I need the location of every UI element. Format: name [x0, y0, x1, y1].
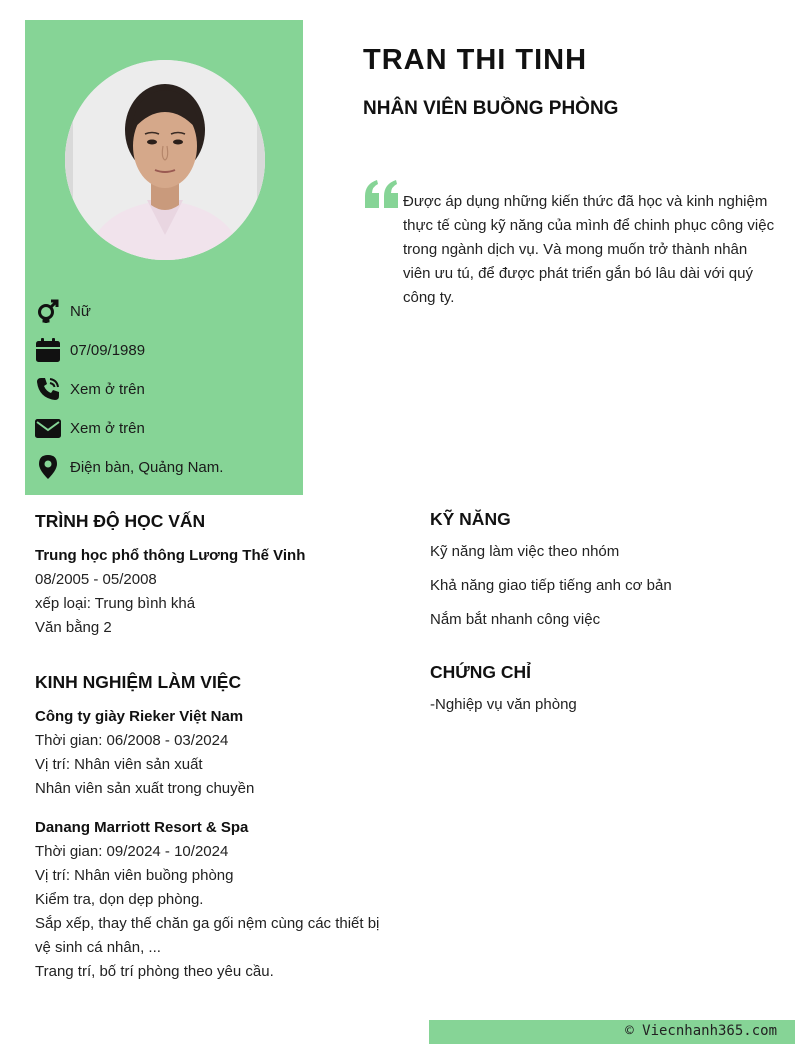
education-school: Trung học phổ thông Lương Thế Vinh	[35, 547, 306, 564]
footer-bar	[429, 1020, 795, 1044]
skill-item: Kỹ năng làm việc theo nhóm	[430, 543, 620, 560]
contact-email	[34, 414, 294, 442]
map-pin-icon	[34, 453, 62, 481]
education-heading: TRÌNH ĐỘ HỌC VẤN	[35, 511, 206, 531]
avatar	[65, 60, 265, 260]
education-grade: xếp loại: Trung bình khá	[35, 595, 196, 612]
phone-icon	[34, 375, 62, 403]
phone-value: Xem ở trên	[70, 380, 145, 398]
career-objective: Được áp dụng những kiến thức đã học và kinh nghiệm thực tế cùng kỹ năng của mình để chinh phục công việc trong ngành dịch vụ. Và mong muốn trở thành nhân viên ưu tú, để được phát triển gắn bó lâu dài với quý công ty.	[403, 193, 775, 306]
contact-birthday	[34, 336, 294, 364]
job-title: NHÂN VIÊN BUỒNG PHÒNG	[363, 98, 619, 119]
job-2-position: Vị trí: Nhân viên buồng phòng	[35, 867, 234, 884]
education-degree: Văn bằng 2	[35, 619, 112, 636]
gender-value: Nữ	[70, 302, 91, 320]
experience-heading: KINH NGHIỆM LÀM VIỆC	[35, 672, 242, 692]
footer-copyright: © Viecnhanh365.com	[625, 1023, 777, 1039]
job-2-detail: Trang trí, bố trí phòng theo yêu cầu.	[35, 963, 274, 980]
job-2-company: Danang Marriott Resort & Spa	[35, 819, 249, 836]
birthday-value: 07/09/1989	[70, 341, 146, 359]
skill-item: Khả năng giao tiếp tiếng anh cơ bản	[430, 577, 672, 594]
certificate-item: -Nghiệp vụ văn phòng	[430, 696, 577, 713]
quote-icon	[363, 178, 401, 210]
job-1-company: Công ty giày Rieker Việt Nam	[35, 708, 244, 725]
avatar-photo	[65, 60, 265, 260]
envelope-icon	[34, 414, 62, 442]
contact-gender	[34, 297, 294, 325]
gender-icon	[34, 297, 62, 325]
certificates-heading: CHỨNG CHỈ	[430, 662, 532, 682]
job-1-position: Vị trí: Nhân viên sản xuất	[35, 756, 203, 773]
job-2-time: Thời gian: 09/2024 - 10/2024	[35, 843, 229, 860]
job-2-detail: Kiểm tra, dọn dẹp phòng.	[35, 891, 204, 908]
education-period: 08/2005 - 05/2008	[35, 571, 157, 588]
address-value: Điện bàn, Quảng Nam.	[70, 458, 224, 476]
profile-sidebar	[25, 20, 303, 495]
job-1-time: Thời gian: 06/2008 - 03/2024	[35, 732, 229, 749]
email-value: Xem ở trên	[70, 419, 145, 437]
job-1-detail: Nhân viên sản xuất trong chuyền	[35, 780, 255, 797]
candidate-name: TRAN THI TINH	[363, 44, 588, 76]
contact-phone	[34, 375, 294, 403]
job-2-detail: Sắp xếp, thay thế chăn ga gối nệm cùng các thiết bị vệ sinh cá nhân, ...	[35, 915, 380, 956]
calendar-icon	[34, 336, 62, 364]
skills-heading: KỸ NĂNG	[430, 509, 511, 529]
contact-address	[34, 453, 294, 481]
skill-item: Nắm bắt nhanh công việc	[430, 611, 601, 628]
